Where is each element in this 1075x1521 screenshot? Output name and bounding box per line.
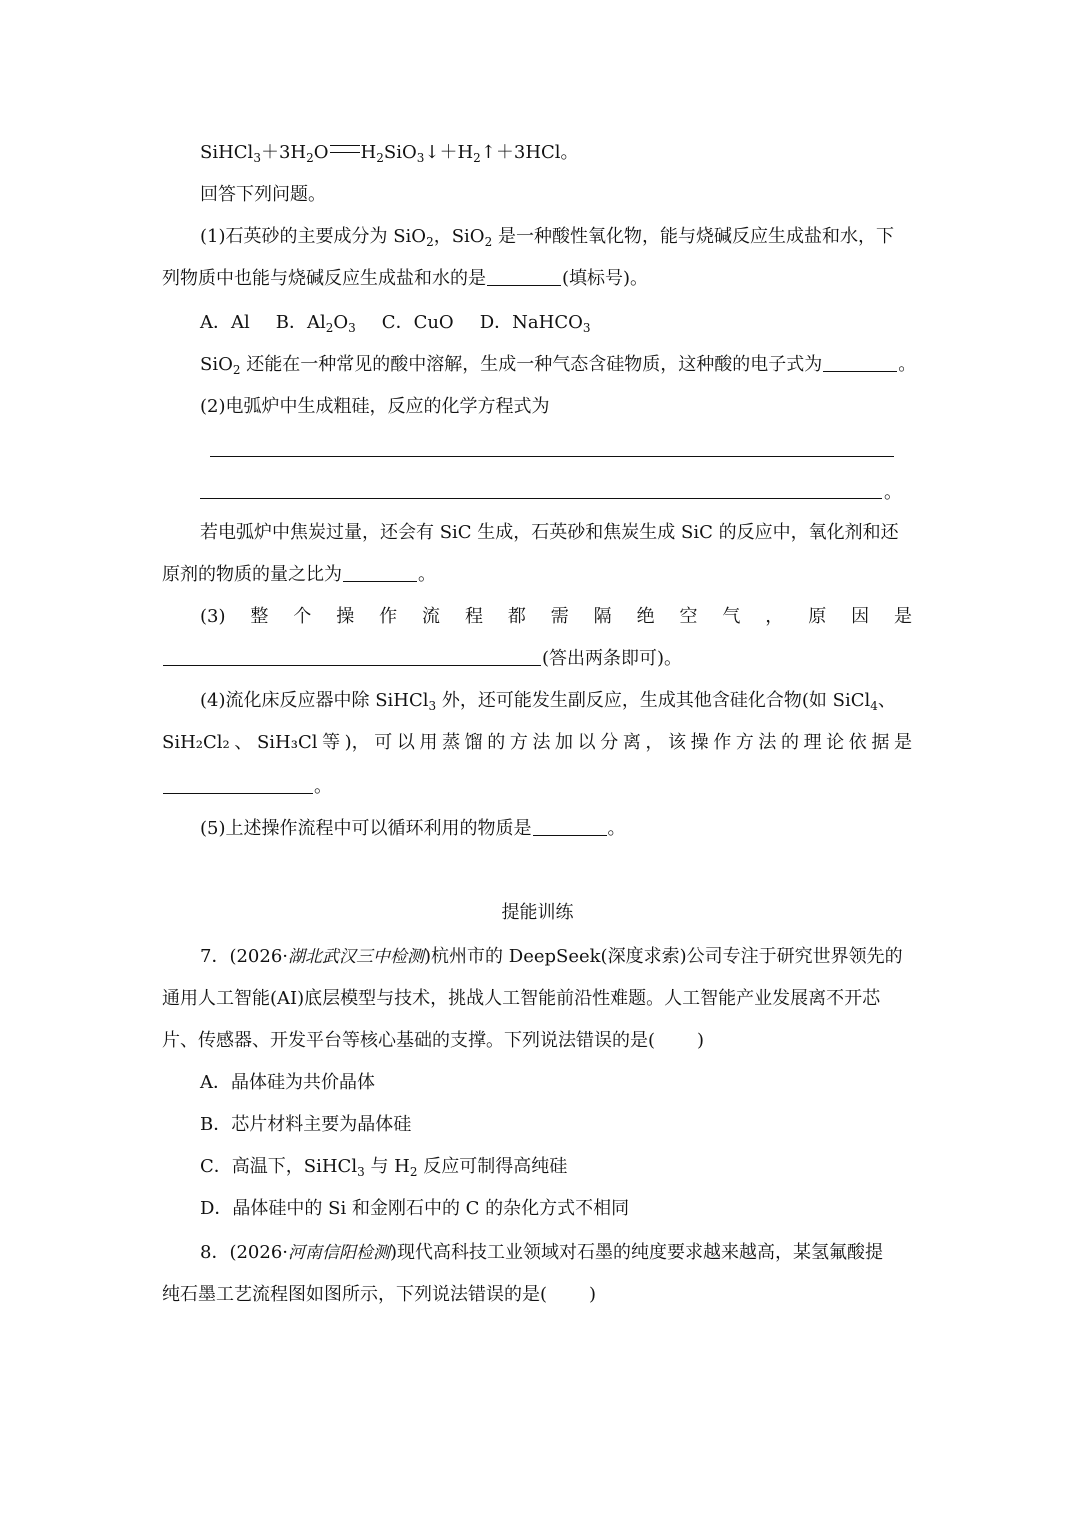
spread-char: 个: [293, 606, 312, 627]
sub: 2: [484, 235, 493, 249]
q2-line3: [162, 562, 436, 588]
intro-text: 回答下列问题。: [200, 184, 326, 205]
spread-char: 绝: [636, 606, 655, 627]
answer-blank[interactable]: [343, 563, 417, 582]
spread-char: ，: [645, 732, 664, 753]
equation-line: [200, 140, 579, 166]
text: (4)流化床反应器中除 SiHCl: [200, 690, 429, 711]
text: 7．(2026·: [200, 946, 289, 967]
spread-char: 的: [780, 732, 799, 753]
text: 纯石墨工艺流程图如图所示，下列说法错误的是(: [162, 1284, 548, 1305]
spread-char: 蒸: [442, 732, 461, 753]
spread-char: 整: [250, 606, 269, 627]
spread-char: 因: [851, 606, 870, 627]
q1-line3: [200, 352, 916, 378]
spread-char: )，: [344, 732, 370, 753]
spread-char: 是: [893, 732, 912, 753]
spread-char: 都: [507, 606, 526, 627]
spread-char: ，: [765, 606, 784, 627]
spread-char: 程: [464, 606, 483, 627]
spread-char: 隔: [593, 606, 612, 627]
q8-line1: [200, 1240, 883, 1266]
spread-char: (3): [200, 606, 226, 627]
text: 8．(2026·: [200, 1242, 289, 1263]
spread-char: SiH₃Cl: [256, 732, 318, 753]
spread-char: 空: [679, 606, 698, 627]
q1-line1: [200, 224, 894, 250]
eq-sub: 2: [306, 151, 314, 165]
spread-char: 气: [722, 606, 741, 627]
q2-line1: (2)电弧炉中生成粗硅，反应的化学方程式为: [200, 396, 550, 417]
option-c: C．CuO: [381, 312, 454, 333]
spread-char: 、: [234, 732, 253, 753]
q1-options: [200, 310, 616, 336]
text: 、: [877, 690, 896, 711]
eq-sub: 3: [253, 151, 261, 165]
sub: 2: [325, 321, 334, 335]
q2-line2: 若电弧炉中焦炭过量，还会有 SiC 生成，石英砂和焦炭生成 SiC 的反应中，氧化剂和还: [200, 522, 899, 543]
q7-option-a: A．晶体硅为共价晶体: [200, 1072, 375, 1093]
spread-char: 法: [758, 732, 777, 753]
text: 是一种酸性氧化物，能与烧碱反应生成盐和水，下: [492, 226, 894, 247]
sub: 3: [582, 321, 591, 335]
text: )杭州市的 DeepSeek(深度求索)公司专注于研究世界领先的: [424, 946, 903, 967]
eq-term: H: [360, 142, 377, 163]
text: 。: [898, 354, 917, 375]
spread-char: 可: [374, 732, 393, 753]
spread-char: 用: [419, 732, 438, 753]
source-text: 湖北武汉三中检测: [288, 947, 425, 967]
spread-char: 需: [550, 606, 569, 627]
spread-char: 以: [396, 732, 415, 753]
text: SiO: [200, 354, 233, 375]
spread-char: 作: [713, 732, 732, 753]
double-bond-equals: [330, 145, 360, 153]
q7-line3: [162, 1028, 704, 1054]
spread-char: 离: [622, 732, 641, 753]
spread-char: 依: [848, 732, 867, 753]
q4-line3: [162, 774, 332, 800]
answer-blank[interactable]: [487, 267, 561, 286]
sub: 3: [428, 699, 437, 713]
spread-char: 流: [422, 606, 441, 627]
answer-blank[interactable]: [163, 775, 313, 794]
text: 与 H: [364, 1156, 410, 1177]
text: ，SiO: [433, 226, 485, 247]
text: 外，还可能发生副反应，生成其他含硅化合物(如 SiCl: [436, 690, 871, 711]
text: 反应可制得高纯硅: [417, 1156, 568, 1177]
spread-char: 是: [894, 606, 912, 627]
spread-char: 以: [577, 732, 596, 753]
spread-char: 该: [668, 732, 686, 753]
eq-sub: 2: [473, 151, 481, 165]
text: (答出两条即可)。: [542, 648, 683, 669]
q8-line2: [162, 1282, 596, 1308]
eq-term: ↑＋3HCl。: [480, 142, 579, 163]
text: ): [589, 1284, 597, 1305]
answer-line[interactable]: [210, 456, 894, 457]
eq-term: ＋3H: [260, 142, 307, 163]
spread-char: 等: [322, 732, 341, 753]
answer-blank[interactable]: [823, 353, 897, 372]
q7-line1: [200, 944, 903, 970]
sub: 2: [409, 1165, 418, 1179]
spread-char: 方: [509, 732, 528, 753]
q3-line1: [200, 604, 912, 630]
answer-blank[interactable]: [163, 647, 541, 666]
spread-char: 作: [379, 606, 398, 627]
spread-char: 馏: [464, 732, 483, 753]
eq-sub: 3: [416, 151, 425, 165]
spread-char: 分: [600, 732, 619, 753]
spread-char: 理: [803, 732, 822, 753]
answer-line[interactable]: [200, 498, 882, 499]
eq-term: SiO: [383, 142, 417, 163]
q4-line2: [162, 730, 912, 756]
option-b: [276, 310, 356, 336]
spread-char: SiH₂Cl₂: [162, 732, 230, 753]
section-title: 提能训练: [501, 902, 574, 923]
sub: 2: [426, 235, 434, 249]
answer-blank[interactable]: [533, 817, 607, 836]
q7-line2: 通用人工智能(AI)底层模型与技术，挑战人工智能前沿性难题。人工智能产业发展离不开芯: [162, 988, 881, 1009]
q7-option-c: [200, 1154, 567, 1180]
text: (5)上述操作流程中可以循环利用的物质是: [200, 818, 532, 839]
sub: 3: [357, 1165, 365, 1179]
spread-char: 操: [336, 606, 355, 627]
sub: 2: [232, 363, 241, 377]
text: 。: [418, 564, 436, 585]
q4-line1: [200, 688, 896, 714]
text: ): [697, 1030, 705, 1051]
text: 。: [314, 776, 332, 797]
text: (1)石英砂的主要成分为 SiO: [200, 226, 427, 247]
spread-char: 方: [735, 732, 754, 753]
text: D．NaHCO: [479, 312, 583, 333]
spread-char: 论: [826, 732, 845, 753]
spread-char: 法: [532, 732, 551, 753]
text: B．Al: [275, 312, 326, 333]
spread-char: 操: [690, 732, 709, 753]
eq-term: O: [313, 142, 329, 163]
option-a: A．Al: [200, 312, 250, 333]
spread-char: 据: [871, 732, 890, 753]
eq-term: SiHCl: [200, 142, 254, 163]
q3-line2: [162, 646, 682, 672]
text: 。: [607, 818, 626, 839]
q1-line2: [162, 266, 648, 292]
spread-char: 加: [555, 732, 574, 753]
sub: 3: [348, 321, 356, 335]
option-d: [480, 310, 591, 336]
text: 片、传感器、开发平台等核心基础的支撑。下列说法错误的是(: [162, 1030, 656, 1051]
text: 列物质中也能与烧碱反应生成盐和水的是: [162, 268, 486, 289]
text: C．高温下，SiHCl: [200, 1156, 358, 1177]
spread-char: 的: [487, 732, 506, 753]
q7-option-b: B．芯片材料主要为晶体硅: [200, 1114, 412, 1135]
period: 。: [884, 482, 902, 503]
eq-sub: 2: [376, 151, 384, 165]
text: 还能在一种常见的酸中溶解，生成一种气态含硅物质，这种酸的电子式为: [240, 354, 823, 375]
spread-char: 原: [808, 606, 827, 627]
source-text: 河南信阳检测: [288, 1243, 391, 1263]
text: )现代高科技工业领域对石墨的纯度要求越来越高，某氢氟酸提: [390, 1242, 884, 1263]
eq-term: ↓＋H: [424, 142, 474, 163]
text: (填标号)。: [562, 268, 649, 289]
sub: 4: [870, 699, 878, 713]
q7-option-d: D．晶体硅中的 Si 和金刚石中的 C 的杂化方式不相同: [200, 1198, 630, 1219]
q5-line: [200, 816, 626, 842]
text: O: [333, 312, 349, 333]
text: 原剂的物质的量之比为: [162, 564, 342, 585]
